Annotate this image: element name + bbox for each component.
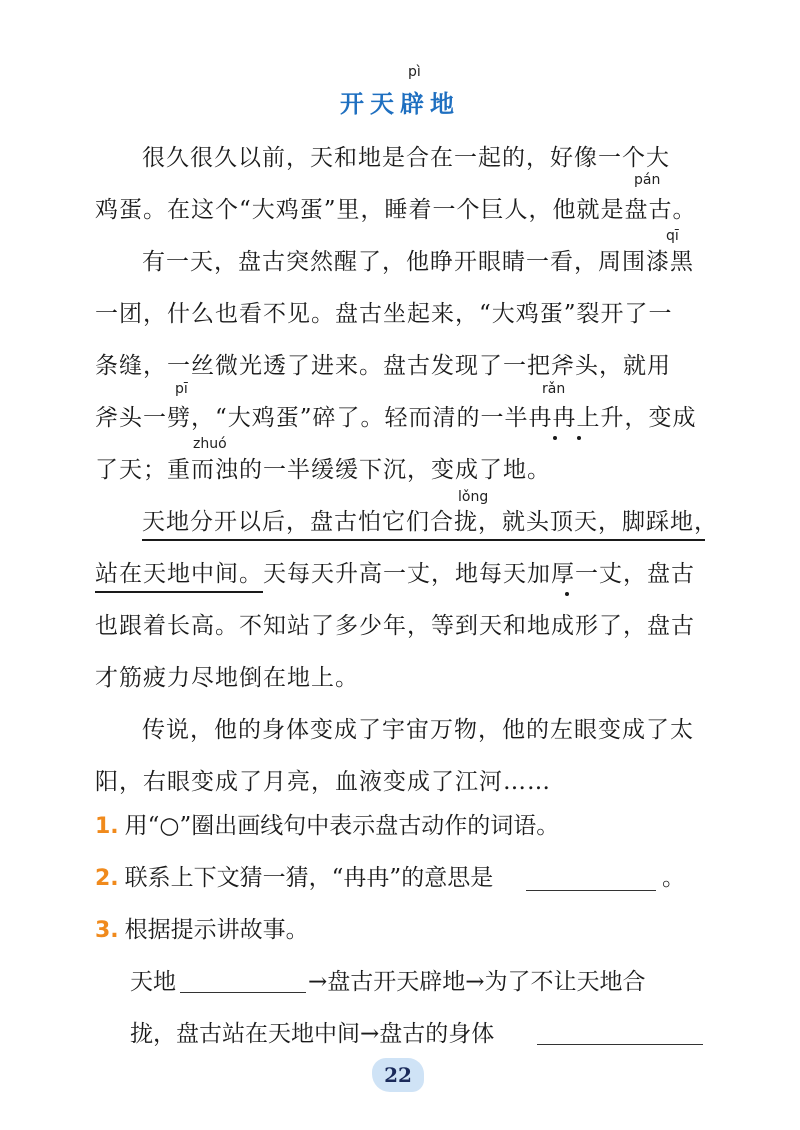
emphasis-dot	[565, 592, 569, 596]
text-line: 传说，他的身体变成了宇宙万物，他的左眼变成了太	[142, 717, 694, 743]
text-line: 条缝，一丝微光透了进来。盘古发现了一把斧头，就用	[95, 353, 671, 379]
answer-blank-story-1[interactable]	[180, 992, 306, 993]
pinyin-pan2: pán	[634, 172, 661, 188]
pinyin-long3: lǒng	[458, 489, 489, 505]
answer-blank-story-2[interactable]	[537, 1044, 703, 1045]
story-prompt: →盘古开天辟地→为了不让天地合	[308, 969, 646, 995]
question-2	[95, 858, 493, 898]
story-prompt: 拢，盘古站在天地中间→盘古的身体	[130, 1021, 495, 1047]
question-text: 用“○”圈出画线句中表示盘古动作的词语。	[124, 813, 560, 839]
question-text: 联系上下文猜一猜，“冉冉”的意思是	[124, 865, 494, 891]
question-number: 2.	[95, 866, 119, 891]
pinyin-zhuo2: zhuó	[193, 436, 227, 452]
pinyin-pi4: pì	[408, 64, 421, 80]
pinyin-qi1: qī	[666, 228, 679, 244]
question-number: 3.	[95, 918, 119, 943]
text-line: 鸡蛋。在这个“大鸡蛋”里，睡着一个巨人，他就是盘古。	[95, 197, 697, 223]
text-line: 一团，什么也看不见。盘古坐起来，“大鸡蛋”裂开了一	[95, 301, 673, 327]
passage-title: 开天辟地	[340, 90, 460, 118]
text-line: 斧头一劈，“大鸡蛋”碎了。轻而清的一半冉冉上升，变成	[95, 405, 697, 431]
underline	[142, 539, 705, 541]
story-prompt: 天地	[130, 969, 176, 995]
pinyin-pi1: pī	[175, 381, 188, 397]
answer-blank-q2[interactable]	[526, 890, 656, 891]
text-line: 有一天，盘古突然醒了，他睁开眼睛一看，周围漆黑	[142, 249, 694, 275]
question-1	[95, 806, 559, 846]
question-text: 根据提示讲故事。	[124, 917, 309, 943]
question-3	[95, 910, 309, 950]
text-line: 了天；重而浊的一半缓缓下沉，变成了地。	[95, 457, 551, 483]
pinyin-ran3: rǎn	[542, 381, 566, 397]
emphasis-dot	[553, 436, 557, 440]
text-line: 站在天地中间。天每天升高一丈，地每天加厚一丈，盘古	[95, 561, 695, 587]
question-number: 1.	[95, 814, 119, 839]
text-line: 才筋疲力尽地倒在地上。	[95, 665, 359, 691]
underline	[95, 591, 263, 593]
question-tail: 。	[662, 865, 685, 891]
emphasis-dot	[577, 436, 581, 440]
underlined-sentence: 天地分开以后，盘古怕它们合拢，就头顶天，脚踩地，	[142, 509, 718, 535]
text-line: 很久很久以前，天和地是合在一起的，好像一个大	[142, 145, 670, 171]
page-number: 22	[384, 1063, 412, 1087]
text-line: 也跟着长高。不知站了多少年，等到天和地成形了，盘古	[95, 613, 695, 639]
text-line: 阳，右眼变成了月亮，血液变成了江河……	[95, 769, 551, 795]
